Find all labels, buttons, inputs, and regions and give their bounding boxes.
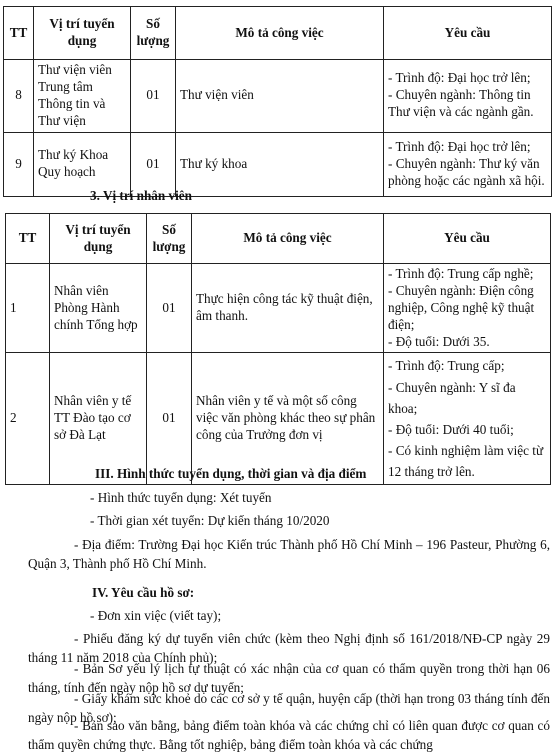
table-positions-continued — [3, 6, 552, 197]
document-item: - Đơn xin việc (viết tay); — [90, 608, 222, 623]
section-3-title: 3. Vị trí nhân viên — [90, 188, 192, 203]
requirement-line: - Chuyên ngành: Điện công nghiệp, Công nghệ kỹ thuật điện; — [388, 282, 535, 332]
cell-position: Nhân viên Phòng Hành chính Tổng hợp — [50, 264, 147, 353]
section-III-title: III. Hình thức tuyển dụng, thời gian và địa điểm — [95, 466, 367, 481]
header-quantity: Số lượng — [147, 214, 192, 264]
recruitment-location-line: - Địa điểm: Trường Đại học Kiến trúc Thành phố Hồ Chí Minh – 196 Pasteur, Phường 6, Quận 3, Thành phố Hồ Chí Minh. — [28, 537, 550, 571]
cell-requirements — [384, 132, 552, 196]
header-position: Vị trí tuyển dụng — [34, 7, 131, 60]
requirement-line: - Trình độ: Trung cấp; — [388, 358, 505, 374]
header-description: Mô tả công việc — [176, 7, 384, 60]
cell-requirements — [384, 264, 551, 353]
header-position: Vị trí tuyển dụng — [50, 214, 147, 264]
cell-quantity: 01 — [131, 60, 176, 133]
cell-quantity: 01 — [147, 353, 192, 485]
cell-description: Thư ký khoa — [176, 132, 384, 196]
header-tt: TT — [6, 214, 50, 264]
table-row — [6, 353, 551, 485]
document-item: - Bản Sơ yếu lý lịch tự thuật có xác nhận của cơ quan có thẩm quyền trong thời hạn 06 tháng, tính đến ngày nộp hồ sơ dự tuyển; — [28, 661, 550, 695]
table-header-row — [4, 7, 552, 60]
cell-tt: 1 — [6, 264, 50, 353]
cell-quantity: 01 — [147, 264, 192, 353]
cell-requirements — [384, 60, 552, 133]
requirement-line: - Chuyên ngành: Thông tin Thư viện và các ngành gần. — [388, 87, 534, 120]
header-tt: TT — [4, 7, 34, 60]
requirement-line: - Độ tuổi: Dưới 35. — [388, 333, 490, 349]
header-description: Mô tả công việc — [192, 214, 384, 264]
requirement-line: - Có kinh nghiệm làm việc từ 12 tháng trở lên. — [388, 442, 544, 480]
header-requirements: Yêu cầu — [384, 214, 551, 264]
document-item: - Giấy khám sức khoẻ do các cơ sở y tế quận, huyện cấp (thời hạn trong 03 tháng tính đến ngày nộp hồ sơ); — [28, 691, 550, 725]
cell-tt: 8 — [4, 60, 34, 133]
cell-position: Thư viện viên Trung tâm Thông tin và Thư viện — [34, 60, 131, 133]
cell-tt: 2 — [6, 353, 50, 485]
cell-tt: 9 — [4, 132, 34, 196]
recruitment-time-line: - Thời gian xét tuyển: Dự kiến tháng 10/2020 — [90, 513, 330, 528]
table-header-row — [6, 214, 551, 264]
header-quantity: Số lượng — [131, 7, 176, 60]
document-item: - Bản sao văn bằng, bảng điểm toàn khóa và các chứng chỉ có liên quan được cơ quan có thẩm quyền chứng thực. Bằng tốt nghiệp, bảng điểm toàn khóa và các chứng — [28, 718, 550, 752]
cell-description: Thư viện viên — [176, 60, 384, 133]
section-IV-title: IV. Yêu cầu hồ sơ: — [92, 585, 195, 600]
cell-quantity: 01 — [131, 132, 176, 196]
document-item: - Phiếu đăng ký dự tuyển viên chức (kèm theo Nghị định số 161/2018/NĐ-CP ngày 29 tháng 11 năm 2018 của Chính phủ); — [28, 631, 550, 665]
requirement-line: - Độ tuổi: Dưới 40 tuổi; — [388, 421, 514, 437]
cell-position: Thư ký Khoa Quy hoạch — [34, 132, 131, 196]
cell-position: Nhân viên y tế TT Đào tạo cơ sở Đà Lạt — [50, 353, 147, 485]
requirement-line: - Trình độ: Trung cấp nghề; — [388, 266, 534, 281]
requirement-line: - Trình độ: Đại học trở lên; — [388, 138, 531, 154]
recruitment-form-line: - Hình thức tuyển dụng: Xét tuyển — [90, 490, 272, 505]
table-row — [4, 60, 552, 133]
requirement-line: - Chuyên ngành: Thư ký văn phòng hoặc các ngành xã hội. — [388, 155, 545, 188]
requirement-line: - Chuyên ngành: Y sĩ đa khoa; — [388, 379, 516, 416]
cell-description: Thực hiện công tác kỹ thuật điện, âm thanh. — [192, 264, 384, 353]
table-row — [6, 264, 551, 353]
table-staff-positions — [5, 213, 551, 485]
table-row — [4, 132, 552, 196]
requirement-line: - Trình độ: Đại học trở lên; — [388, 70, 531, 86]
cell-requirements — [384, 353, 551, 485]
cell-description: Nhân viên y tế và một số công việc văn phòng khác theo sự phân công của Trưởng đơn vị — [192, 353, 384, 485]
header-requirements: Yêu cầu — [384, 7, 552, 60]
